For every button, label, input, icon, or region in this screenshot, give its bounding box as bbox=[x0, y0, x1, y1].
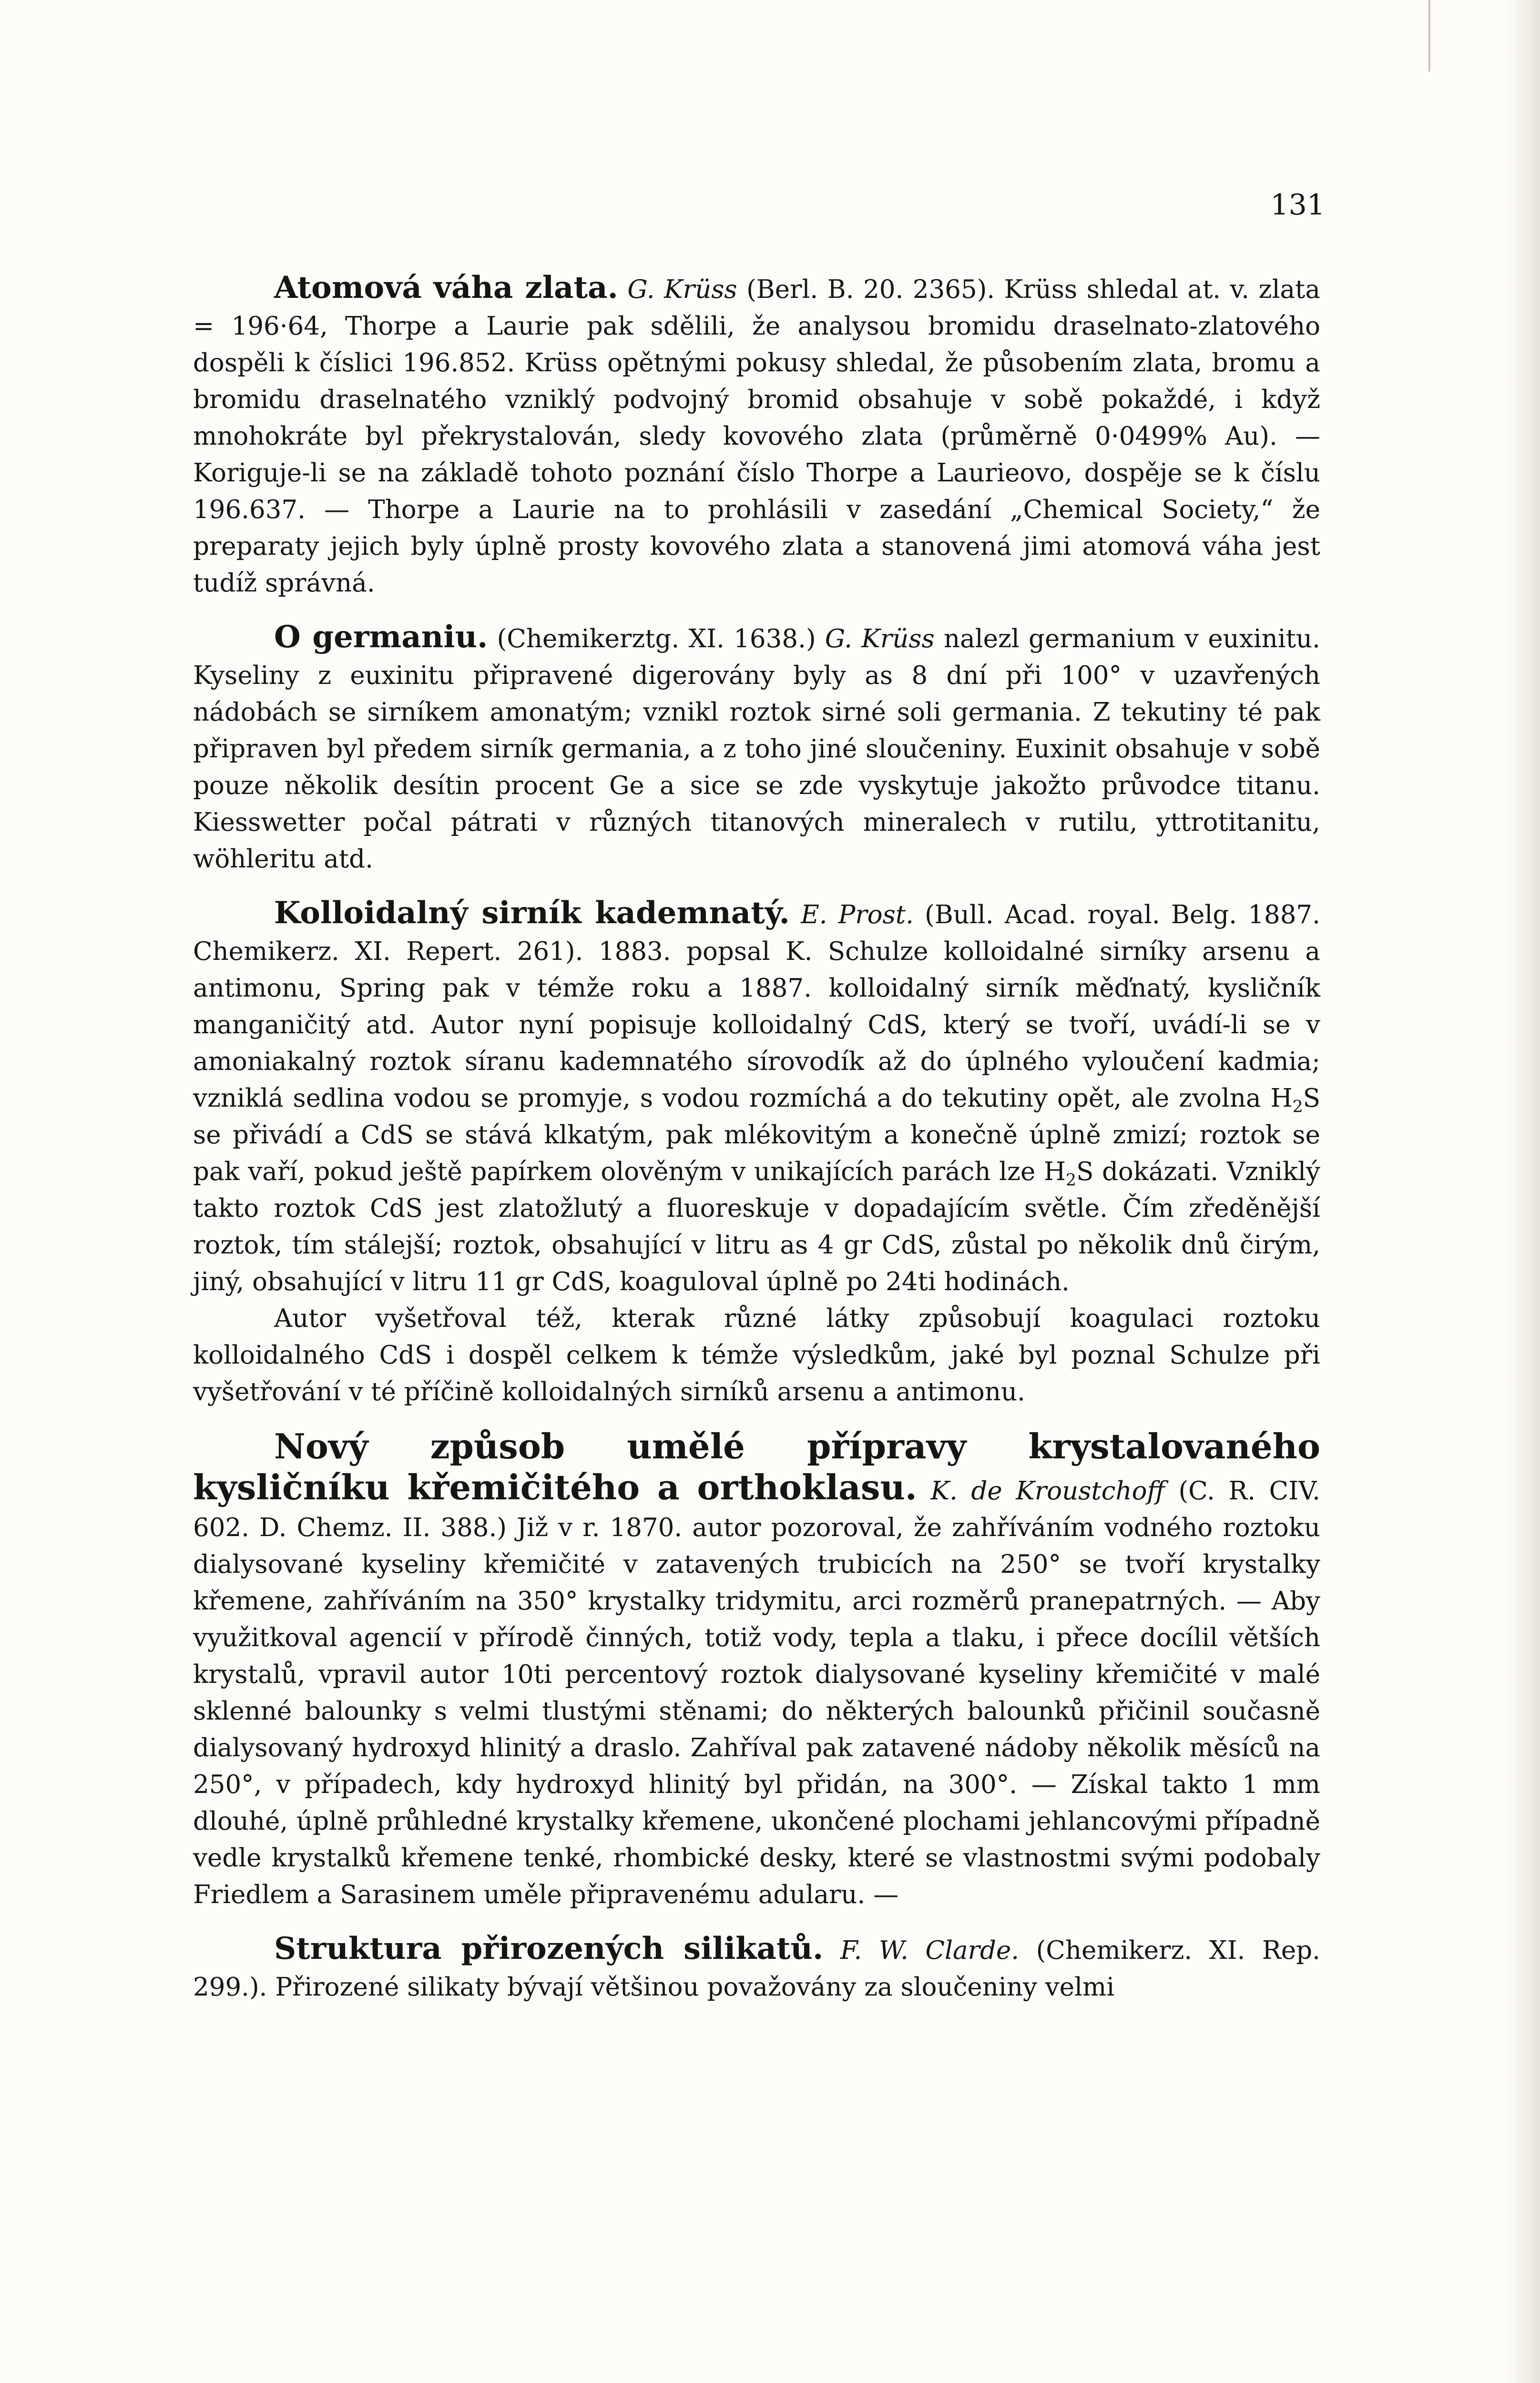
paragraph: Autor vyšetřoval též, kterak různé látky způsobují koagulaci roztoku kolloidalného CdS i dospěl celkem k témže výsledkům, jaké byl poznal Schulze při vyšetřování v té příčině kolloidalných sirníků arsenu a antimonu. bbox=[193, 1304, 1320, 1406]
author: G. Krüss bbox=[825, 624, 935, 653]
section-silicate-structure bbox=[193, 1930, 1320, 2006]
body-text: (C. R. CIV. 602. D. Chemz. II. 388.) Již v r. 1870. autor pozoroval, že zahříváním vodného roztoku dialysované kyseliny křemičité v zatavených trubicích na 250° se tvoří krystalky křemene, zahříváním na 350° krystalky tridymitu, arci rozměrů pranepatrných. — Aby využitkoval agencií v přírodě činných, totiž vody, tepla a tlaku, i přece docílil větších krystalů, vpravil autor 10ti percentový roztok dialysované kyseliny křemičité v malé sklenné balounky s velmi tlustými stěnami; do některých balounků přičinil současně dialysovaný hydroxyd hlinitý a draslo. Zahříval pak zatavené nádoby několik měsíců na 250°, v případech, kdy hydroxyd hlinitý byl přidán, na 300°. — Získal takto 1 mm dlouhé, úplně průhledné krystalky křemene, ukončené plochami jehlancovými případně vedle krystalků křemene tenké, rhombické desky, které se vlastnostmi svými podobaly Friedlem a Sarasinem uměle připravenému adularu. — bbox=[193, 1477, 1320, 1909]
section-title: Struktura přirozených silikatů. bbox=[274, 1931, 824, 1966]
source: (Chemikerztg. XI. 1638.) bbox=[488, 624, 825, 653]
section-title: Kolloidalný sirník kademnatý. bbox=[274, 895, 790, 931]
subscript: 2 bbox=[1066, 1171, 1077, 1190]
section-silica-synthesis bbox=[193, 1427, 1320, 1913]
section-title: Atomová váha zlata. bbox=[274, 270, 618, 306]
body-text: (Berl. B. 20. 2365). Krüss shledal at. v. zlata = 196·64, Thorpe a Laurie pak sdělili, že analysou bromidu draselnato-zlatového dospěli k číslici 196.852. Krüss opětnými pokusy shledal, že působením zlata, bromu a bromidu draselnatého vzniklý podvojný bromid obsahuje v sobě pokaždé, i když mnohokráte byl překrystalován, sledy kovového zlata (průměrně 0·0499% Au). — Koriguje-li se na základě tohoto poznání číslo Thorpe a Laurieovo, dospěje se k číslu 196.637. — Thorpe a Laurie na to prohlásili v zasedání „Chemical Society,“ že preparaty jejich byly úplně prosty kovového zlata a stanovená jimi atomová váha jest tudíž správná. bbox=[193, 275, 1321, 598]
body-text: nalezl germanium v euxinitu. Kyseliny z euxinitu připravené digerovány byly as 8 dní při 100° v uzavřených nádobách se sirníkem amonatým; vznikl roztok sirné soli germania. Z tekutiny té pak připraven byl předem sirník germania, a z toho jiné sloučeniny. Euxinit obsahuje v sobě pouze několik desítin procent Ge a sice se zde vyskytuje jakožto průvodce titanu. Kiesswetter počal pátrati v různých titanových mineralech v rutilu, yttrotitanitu, wöhleritu atd. bbox=[193, 624, 1321, 874]
paragraph bbox=[193, 619, 1320, 877]
page-number: 131 bbox=[1270, 188, 1325, 222]
text-column bbox=[193, 269, 1320, 2023]
paragraph bbox=[193, 269, 1320, 601]
scan-edge bbox=[1507, 0, 1540, 2383]
body-text: (Bull. Acad. royal. Belg. 1887. Chemikerz. XI. Repert. 261). 1883. popsal K. Schulze kolloidalné sirníky arsenu a antimonu, Spring pak v témže roku a 1887. kolloidalný sirník měďnatý, kysličník manganičitý atd. Autor nyní popisuje kolloidalný CdS, který se tvoří, uvádí-li se v amoniakalný roztok síranu kademnatého sírovodík až do úplného vyloučení kadmia; vzniklá sedlina vodou se promyje, s vodou rozmíchá a do tekutiny opět, ale zvolna H bbox=[193, 900, 1320, 1113]
scan-artifact bbox=[1428, 0, 1430, 71]
body-text: (Chemikerz. XI. Rep. 299.). Přirozené silikaty bývají většinou považovány za sloučeniny velmi bbox=[193, 1936, 1320, 2002]
subscript: 2 bbox=[1292, 1097, 1303, 1117]
section-title: Nový způsob umělé přípravy krystalovaného kysličníku křemičitého a orthoklasu. bbox=[193, 1426, 1320, 1507]
paragraph bbox=[193, 1930, 1320, 2006]
section-germanium bbox=[193, 619, 1320, 877]
body-text: S se přivádí a CdS se stává klkatým, pak mlékovitým a konečně úplně zmizí; roztok se pak vaří, pokud ještě papírkem olověným v unikajících parách lze H bbox=[193, 1084, 1320, 1186]
author: G. Krüss bbox=[627, 275, 737, 304]
paragraph bbox=[193, 895, 1320, 1300]
paragraph bbox=[193, 1427, 1320, 1913]
body-text: S dokázati. Vzniklý takto roztok CdS jest zlatožlutý a fluoreskuje v dopadajícím světle. Čím zředěnější roztok, tím stálejší; roztok, obsahující v litru as 4 gr CdS, zůstal po několik dnů čirým, jiný, obsahující v litru 11 gr CdS, koaguloval úplně po 24ti hodinách. bbox=[193, 1157, 1320, 1296]
section-colloidal-cds bbox=[193, 895, 1320, 1410]
author: K. de Kroustchoff bbox=[930, 1477, 1165, 1506]
author: F. W. Clarde. bbox=[840, 1936, 1020, 1965]
section-title: O germaniu. bbox=[274, 619, 488, 655]
author: E. Prost. bbox=[801, 900, 914, 929]
section-atomic-weight-gold bbox=[193, 269, 1320, 601]
